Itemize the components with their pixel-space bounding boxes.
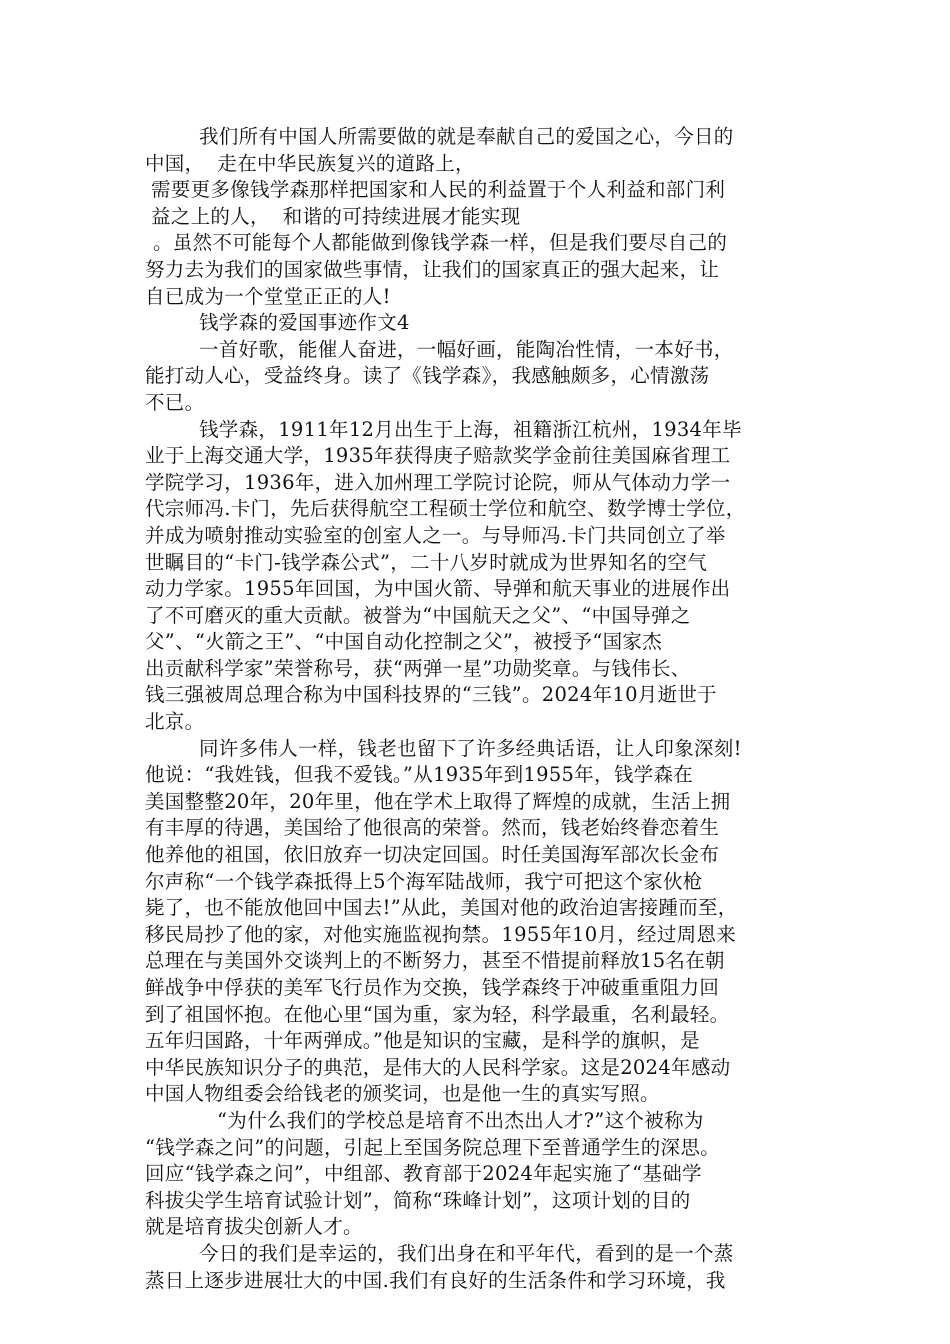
text-line: 美国整整20年，20年里，他在学术上取得了辉煌的成就，生活上拥 [145,789,731,813]
text-line: 中华民族知识分子的典范，是伟大的人民科学家。这是2024年感动 [145,1055,731,1079]
text-line: 到了祖国怀抱。在他心里“国为重，家为轻，科学最重，名利最轻。 [145,1002,730,1026]
text-line: 一首好歌，能催人奋进，一幅好画，能陶冶性情，一本好书， [199,337,734,361]
text-line: 世瞩目的“卡门-钱学森公式”，二十八岁时就成为世界知名的空气 [145,550,708,574]
text-line: 我们所有中国人所需要做的就是奉献自己的爱国之心，今日的 [199,125,734,148]
text-line: 总理在与美国外交谈判上的不断努力，甚至不惜提前释放15名在朝 [145,949,725,973]
text-line: 鲜战争中俘获的美军飞行员作为交换，钱学森终于冲破重重阻力回 [145,976,720,999]
text-line: 蒸日上逐步进展壮大的中国.我们有良好的生活条件和学习环境，我 [145,1268,726,1292]
text-line: 今日的我们是幸运的，我们出身在和平年代，看到的是一个蒸 [199,1241,734,1265]
text-line: 了不可磨灭的重大贡献。被誉为“中国航天之父”、“中国导弹之 [145,603,691,627]
text-line: 益之上的人， 和谐的可持续进展才能实现 [151,204,521,228]
text-line: 就是培育拔尖创新人才。 [145,1215,363,1239]
text-line: 中国， 走在中华民族复兴的道路上， [145,151,475,175]
section-heading: 钱学森的爱国事迹作文4 [199,311,410,335]
text-line: 五年归国路，十年两弹成。”他是知识的宝藏，是科学的旗帜，是 [145,1029,700,1053]
text-line: 父”、“火箭之王”、“中国自动化控制之父”，被授予“国家杰 [145,630,663,654]
text-line: 毙了，也不能放他回中国去!”从此，美国对他的政治迫害接踵而至， [145,896,738,920]
text-line: 有丰厚的待遇，美国给了他很高的荣誉。然而，钱老始终眷恋着生 [145,816,720,840]
text-line: 学院学习，1936年，进入加州理工学院讨论院，师从气体动力学一 [145,470,731,494]
text-line: 回应“钱学森之问”，中组部、教育部于2024年起实施了“基础学 [145,1162,702,1186]
text-line: 不已。 [145,390,205,414]
text-line: 并成为喷射推动实验室的创室人之一。与导师冯.卡门共同创立了举 [145,523,726,547]
text-line: 钱三强被周总理合称为中国科技界的“三钱”。2024年10月逝世于 [145,683,717,707]
text-line: 他养他的祖国，依旧放弃一切决定回国。时任美国海军部次长金布 [145,843,720,867]
text-line: 需要更多像钱学森那样把国家和人民的利益置于个人利益和部门利 [151,178,726,202]
text-line: 科拔尖学生培育试验计划”，简称“珠峰计划”，这项计划的目的 [145,1188,691,1212]
text-line: 代宗师冯.卡门，先后获得航空工程硕士学位和航空、数学博士学位， [145,497,746,521]
text-line: 钱学森，1911年12月出生于上海，祖籍浙江杭州，1934年毕 [199,417,742,441]
text-line: 业于上海交通大学，1935年获得庚子赔款奖学金前往美国麻省理工 [145,444,731,468]
text-line: 尔声称“一个钱学森抵得上5个海军陆战师，我宁可把这个家伙枪 [145,869,703,893]
text-line: 自已成为一个堂堂正正的人! [145,284,391,308]
text-line: 出贡献科学家”荣誉称号，获“两弹一星”功勋奖章。与钱伟长、 [145,656,691,680]
text-line: “为什么我们的学校总是培育不出杰出人才?”这个被称为 [217,1108,704,1132]
text-line: 同许多伟人一样，钱老也留下了许多经典话语，让人印象深刻! [199,736,742,760]
text-line: 努力去为我们的国家做些事情，让我们的国家真正的强大起来，让 [145,257,720,281]
text-line: 。虽然不可能每个人都能做到像钱学森一样，但是我们要尽自己的 [153,231,728,255]
text-line: 动力学家。1955年回国，为中国火箭、导弹和航天事业的进展作出 [145,577,731,601]
text-line: “钱学森之问”的问题，引起上至国务院总理下至普通学生的深思。 [145,1135,720,1159]
text-line: 能打动人心，受益终身。读了《钱学森》，我感触颇多，心情激荡 [145,364,710,388]
text-line: 中国人物组委会给钱老的颁奖词，也是他一生的真实写照。 [145,1082,660,1106]
document-body [145,124,817,1294]
text-line: 北京。 [145,710,205,734]
text-line: 他说：“我姓钱，但我不爱钱。”从1935年到1955年，钱学森在 [145,763,694,787]
text-line: 移民局抄了他的家，对他实施监视拘禁。1955年10月，经过周恩来 [145,922,737,946]
